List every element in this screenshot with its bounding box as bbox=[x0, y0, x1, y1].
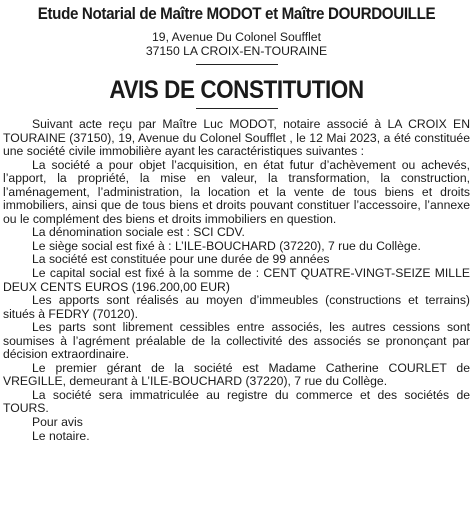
office-address bbox=[3, 30, 470, 58]
address-city: 37150 LA CROIX-EN-TOURAINE bbox=[145, 44, 328, 58]
paragraph-registration: La société sera immatriculée au registre du commerce et des sociétés de TOURS. bbox=[3, 387, 470, 416]
paragraph-purpose: La société a pour objet l’acquisition, en état futur d’achèvement ou achevés, l’apport, la propriété, la mise en valeur, la transformation, la construction, l’aménagement, l’administration, la location et la vente de tous biens et droits immobiliers, ainsi que de tous biens et droits pouvant constituer l’accessoire, l’annexe ou le complément des biens et droits immobiliers en question. bbox=[3, 157, 470, 226]
paragraph-closing: Pour avis bbox=[32, 415, 83, 430]
paragraph-intro: Suivant acte reçu par Maître Luc MODOT, notaire associé à LA CROIX EN TOURAINE (37150), 19, Avenue du Colonel Soufflet , le 12 Mai 2023, a été constituée une société civile immobilière ayant les caractéristiques suivantes : bbox=[3, 117, 470, 159]
paragraph-duration: La société est constituée pour une durée de 99 années bbox=[32, 252, 330, 267]
notice-body bbox=[3, 118, 470, 443]
divider bbox=[196, 64, 278, 65]
notice-title: AVIS DE CONSTITUTION bbox=[109, 76, 364, 104]
paragraph-manager: Le premier gérant de la société est Madame Catherine COURLET de VREGILLE, demeurant à L’ILE-BOUCHARD (37220), 7 rue du Collège. bbox=[3, 360, 470, 389]
paragraph-name: La dénomination sociale est : SCI CDV. bbox=[32, 225, 245, 240]
paragraph-capital: Le capital social est fixé à la somme de : CENT QUATRE-VINGT-SEIZE MILLE DEUX CENTS EUROS (196.200,00 EUR) bbox=[3, 266, 470, 294]
title-divider bbox=[196, 108, 278, 109]
paragraph-shares: Les parts sont librement cessibles entre associés, les autres cessions sont soumises à l’agrément préalable de la collectivité des associés se prononçant par décision extraordinaire. bbox=[3, 320, 470, 362]
paragraph-contributions: Les apports sont réalisés au moyen d’immeubles (constructions et terrains) situés à FEDRY (70120). bbox=[3, 293, 470, 321]
paragraph-signature: Le notaire. bbox=[32, 428, 90, 443]
address-street: 19, Avenue Du Colonel Soufflet bbox=[152, 30, 321, 44]
notary-office-name: Etude Notarial de Maître MODOT et Maître DOURDOUILLE bbox=[37, 5, 436, 23]
paragraph-registered-office: Le siège social est fixé à : L’ILE-BOUCHARD (37220), 7 rue du Collège. bbox=[32, 238, 421, 253]
